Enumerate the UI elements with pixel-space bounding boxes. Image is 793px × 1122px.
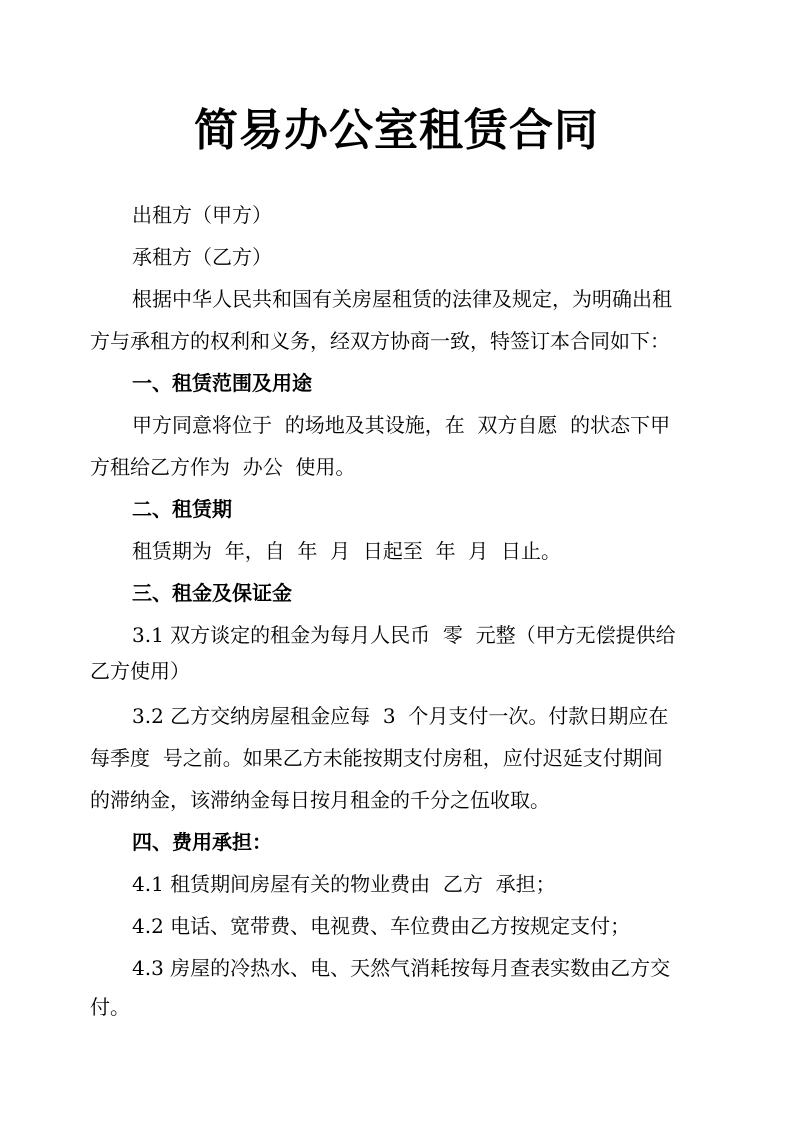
fees-clause-4-3-line-2: 付。 <box>90 995 130 1019</box>
document-title: 简易办公室租赁合同 <box>194 105 599 156</box>
rent-clause-3-1-line-2: 乙方使用） <box>90 659 190 683</box>
fees-clause-4-3-line-1: 4.3 房屋的冷热水、电、天然气消耗按每月查表实数由乙方交 <box>132 956 671 980</box>
fees-clause-4-1: 4.1 租赁期间房屋有关的物业费由 乙方 承担； <box>132 872 556 896</box>
preamble-line-1: 根据中华人民共和国有关房屋租赁的法律及规定，为明确出租 <box>132 287 672 311</box>
rent-clause-3-2-line-2: 每季度 号之前。如果乙方未能按期支付房租，应付迟延支付期间 <box>90 746 663 770</box>
scope-line-2: 方租给乙方作为 办公 使用。 <box>90 455 356 479</box>
section-heading-fees: 四、费用承担： <box>132 830 272 854</box>
rent-clause-3-1-line-1: 3.1 双方谈定的租金为每月人民币 零 元整（甲方无偿提供给 <box>132 623 676 647</box>
section-heading-term: 二、租赁期 <box>132 497 232 521</box>
scope-line-1: 甲方同意将位于 的场地及其设施，在 双方自愿 的状态下甲 <box>132 413 671 437</box>
rent-clause-3-2-line-1: 3.2 乙方交纳房屋租金应每 3 个月支付一次。付款日期应在 <box>132 704 669 728</box>
rent-clause-3-2-line-3: 的滞纳金，该滞纳金每日按月租金的千分之伍收取。 <box>90 788 550 812</box>
section-heading-rent: 三、租金及保证金 <box>132 581 292 605</box>
party-a-line: 出租方（甲方） <box>132 203 272 227</box>
fees-clause-4-2: 4.2 电话、宽带费、电视费、车位费由乙方按规定支付； <box>132 914 631 938</box>
party-b-line: 承租方（乙方） <box>132 245 272 269</box>
term-line: 租赁期为 年，自 年 月 日起至 年 月 日止。 <box>132 539 562 563</box>
section-heading-scope: 一、租赁范围及用途 <box>132 371 312 395</box>
preamble-line-2: 方与承租方的权利和义务，经双方协商一致，特签订本合同如下： <box>90 329 670 353</box>
